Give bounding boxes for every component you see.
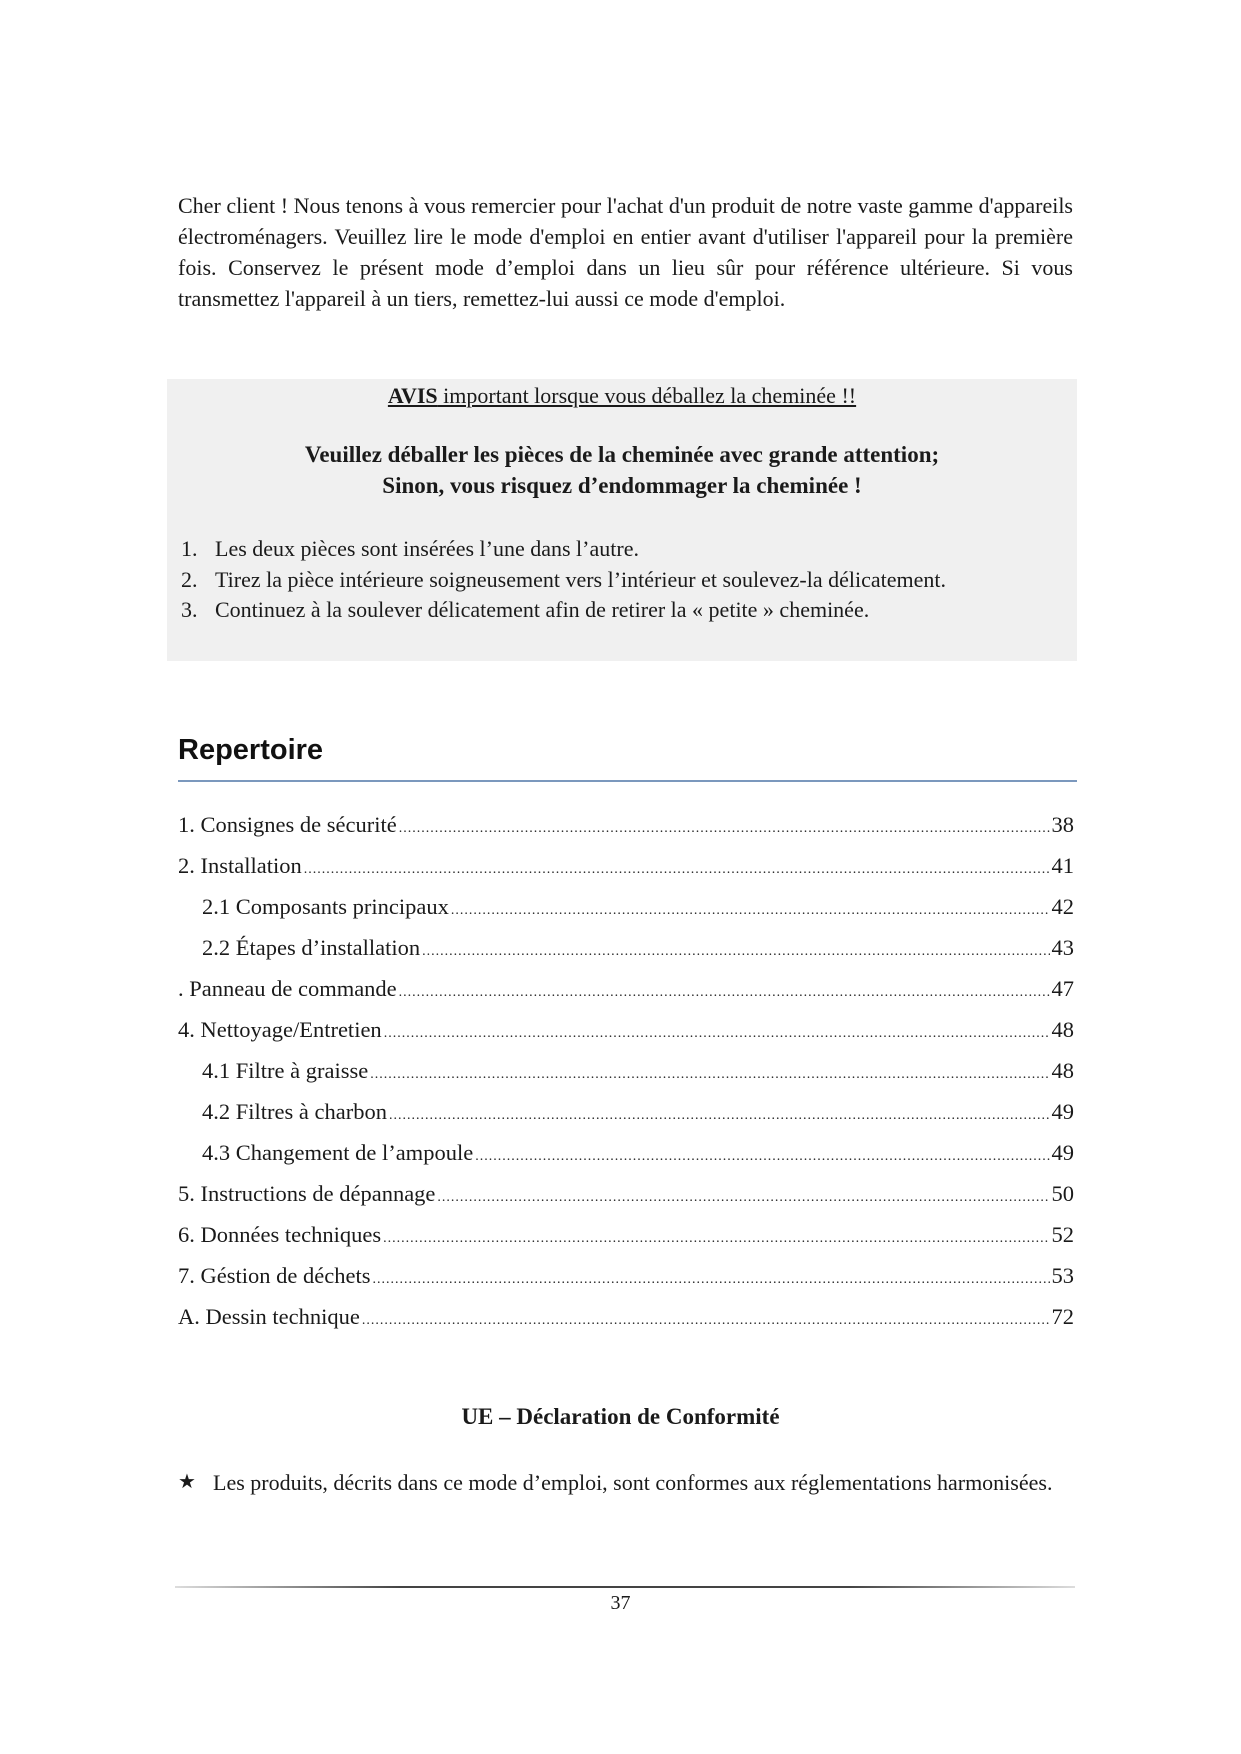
warning-line-2: Sinon, vous risquez d’endommager la cheminée ! [382,473,862,498]
toc-leader-dots [475,1149,1049,1165]
toc-entry-label: 2. Installation [178,853,302,878]
intro-paragraph: Cher client ! Nous tenons à vous remercier pour l'achat d'un produit de notre vaste gamme d'appareils électroménagers. Veuillez lire le mode d'emploi en entier avant d'utiliser l'appareil pour la première fois. Conservez le présent mode d’emploi dans un lieu sûr pour référence ultérieure. Si vous transmettez l'appareil à un tiers, remettez-lui aussi ce mode d'emploi. [178,193,1073,311]
toc-heading-rule [178,780,1077,782]
toc-entry[interactable] [178,894,1074,935]
toc-entry-label: 2.2 Étapes d’installation [202,935,421,960]
toc-entry[interactable] [178,1304,1074,1345]
step-number: 2. [181,566,198,592]
toc-heading: Repertoire [178,734,324,766]
table-of-contents [178,812,1074,1345]
toc-entry-page: 41 [1051,853,1074,878]
toc-entry[interactable] [178,1099,1074,1140]
step-text: Continuez à la soulever délicatement afin de retirer la « petite » cheminée. [215,597,870,622]
toc-entry-page: 47 [1051,976,1074,1001]
step-text: Les deux pièces sont insérées l’une dans l’autre. [215,536,639,561]
toc-entry-page: 49 [1051,1099,1074,1124]
footer-rule [175,1586,1075,1588]
toc-entry-page: 42 [1051,894,1074,919]
toc-entry-label: 6. Données techniques [178,1222,382,1247]
notice-title-rest: important lorsque vous déballez la cheminée !! [437,383,857,408]
toc-entry-label: . Panneau de commande [178,976,397,1001]
unpacking-steps [181,534,1065,626]
toc-leader-dots [362,1313,1050,1329]
unpacking-notice-box [167,379,1077,661]
page-number: 37 [610,1592,631,1614]
star-bullet-icon: ★ [178,1471,196,1493]
notice-title-bold: AVIS [387,383,438,408]
toc-entry-label: 7. Géstion de déchets [178,1263,371,1288]
toc-entry[interactable] [178,1017,1074,1058]
toc-leader-dots [422,944,1049,960]
toc-entry-page: 49 [1051,1140,1074,1165]
toc-leader-dots [370,1067,1049,1083]
toc-entry-label: 4.2 Filtres à charbon [202,1099,387,1124]
toc-entry-page: 48 [1051,1017,1074,1042]
toc-entry-page: 43 [1051,935,1074,960]
toc-leader-dots [389,1108,1050,1124]
conformity-heading: UE – Déclaration de Conformité [461,1404,780,1429]
toc-entry[interactable] [178,1140,1074,1181]
step-number: 3. [181,597,198,622]
toc-entry[interactable] [178,976,1074,1017]
conformity-text: Les produits, décrits dans ce mode d’emploi, sont conformes aux réglementations harmonisées. [213,1470,1053,1495]
toc-entry[interactable] [178,935,1074,976]
toc-leader-dots [383,1231,1049,1247]
toc-entry-page: 53 [1051,1263,1074,1288]
step-item [181,595,1065,626]
toc-leader-dots [399,985,1050,1001]
step-item [181,534,1065,565]
toc-entry[interactable] [178,853,1074,894]
toc-entry-page: 38 [1051,812,1074,837]
toc-entry-label: 4. Nettoyage/Entretien [178,1017,382,1042]
toc-entry[interactable] [178,1263,1074,1304]
toc-leader-dots [399,821,1050,837]
step-item [181,565,1065,596]
toc-entry-label: 2.1 Composants principaux [202,894,449,919]
conformity-statement [178,1467,1073,1498]
toc-entry-page: 50 [1051,1181,1074,1206]
toc-leader-dots [372,1272,1049,1288]
toc-entry-label: 4.3 Changement de l’ampoule [202,1140,474,1165]
toc-leader-dots [437,1190,1049,1206]
warning-line-1: Veuillez déballer les pièces de la cheminée avec grande attention; [304,442,940,467]
toc-entry-page: 48 [1051,1058,1074,1083]
toc-leader-dots [384,1026,1050,1042]
toc-entry[interactable] [178,1222,1074,1263]
step-number: 1. [181,536,198,561]
toc-entry-label: A. Dessin technique [178,1304,360,1329]
toc-entry-label: 1. Consignes de sécurité [178,812,397,837]
toc-entry-label: 4.1 Filtre à graisse [202,1058,369,1083]
toc-entry[interactable] [178,1058,1074,1099]
toc-leader-dots [304,862,1050,878]
toc-entry-label: 5. Instructions de dépannage [178,1181,436,1206]
notice-warning [167,439,1077,501]
toc-entry[interactable] [178,1181,1074,1222]
toc-entry-page: 72 [1051,1304,1074,1329]
toc-entry-page: 52 [1051,1222,1074,1247]
toc-leader-dots [451,903,1050,919]
notice-title [167,381,1077,411]
step-text: Tirez la pièce intérieure soigneusement vers l’intérieur et soulevez-la délicatement. [215,566,946,592]
toc-entry[interactable] [178,812,1074,853]
